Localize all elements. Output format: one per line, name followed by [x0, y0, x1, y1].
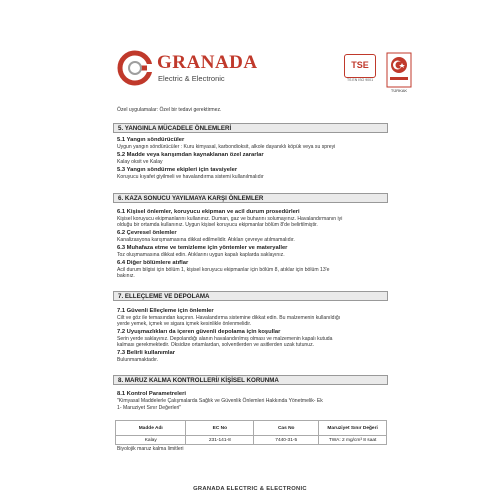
- granada-logo-icon: [117, 50, 153, 86]
- s5-text-1: Uygun yangın söndürücüler : Kuru kimyasal, karbondioksit, alkole dayanıklı köpük veya su spreyi: [117, 144, 336, 150]
- turkak-label: TÜRKAK: [390, 88, 408, 93]
- s6-text-3: Toz oluşmamasına dikkat edin. Atıklarını uygun kapalı kaplarda saklayınız.: [117, 252, 285, 258]
- s7-text-1b: yerde yemek, içmek ve sigara içmek kesinlikle önlenmelidir.: [117, 321, 252, 327]
- logo-subtitle: Electric & Electronic: [158, 74, 225, 83]
- s6-heading-2: 6.2 Çevresel önlemler: [117, 230, 177, 236]
- s6-text-1a: Kişisel koruyucu ekipmanlarını kullanınız. Duman, gaz ve buharını solumayınız. Havalandırmanın iyi: [117, 216, 343, 222]
- s6-text-1b: olduğu bir ortamda kullanınız. Uygun kişisel koruyucu ekipmanlar bölüm 8'de belirtilmiştir.: [117, 222, 318, 228]
- s7-heading-1: 7.1 Güvenli Elleçleme için önlemler: [117, 308, 214, 314]
- section-8-header: [113, 375, 388, 385]
- s6-heading-3: 6.3 Muhafaza etme ve temizleme için yöntemler ve materyaller: [117, 245, 288, 251]
- s5-heading-3: 5.3 Yangın söndürme ekipleri için tavsiyeler: [117, 167, 238, 173]
- s8-text-1a: "Kimyasal Maddelerle Çalışmalarda Sağlık ve Güvenlik Önlemleri Hakkında Yönetmelik- Ek: [117, 398, 323, 404]
- tse-cert-badge: TSE: [344, 54, 376, 78]
- s7-text-3: Bulunmamaktadır.: [117, 357, 159, 363]
- s5-heading-2: 5.2 Madde veya karışımdan kaynaklanan özel zararlar: [117, 152, 264, 158]
- intro-text: Özel uygulamalar: Özel bir tedavi gerektirmez.: [117, 107, 222, 113]
- turkak-logo-icon: [386, 52, 412, 88]
- s6-text-4a: Acil durum bilgisi için bölüm 1, kişisel koruyucu ekipmanlar için bölüm 8, atıklar için bölüm 13'e: [117, 267, 330, 273]
- s7-text-1a: Cilt ve göz ile temasından kaçının. Havalandırma sistemine dikkat edin. Bu malzemenin kullanıldığı: [117, 315, 341, 321]
- table-header-cell: Cas No: [254, 421, 319, 436]
- section-6-title: 6. KAZA SONUCU YAYILMAYA KARŞI ÖNLEMLER: [118, 195, 264, 202]
- tse-cert-subtitle: TS EN ISO 9001: [346, 78, 374, 82]
- section-7-header: [113, 291, 388, 301]
- s7-heading-3: 7.3 Belirli kullanımlar: [117, 350, 175, 356]
- section-5-header: [113, 123, 388, 133]
- s5-text-2: Kalay oksit ve Kalay: [117, 159, 163, 165]
- s7-text-2b: kalması gerekmektedir. Oksidize ortamlardan, solventlerden ve asitlerden uzak tutunuz.: [117, 342, 315, 348]
- s8-text-1b: 1- Maruziyet Sınır Değerleri": [117, 405, 182, 411]
- company-logo: [117, 50, 317, 90]
- section-8-title: 8. MARUZ KALMA KONTROLLERİ/ KİŞİSEL KORUNMA: [118, 377, 279, 384]
- s8-heading-1: 8.1 Kontrol Parametreleri: [117, 391, 186, 397]
- s6-text-2: Kanalizasyona karışmamasına dikkat edilmelidir. Atıkları çevreye atılmamalıdır.: [117, 237, 295, 243]
- section-7-title: 7. ELLEÇLEME VE DEPOLAMA: [118, 293, 210, 300]
- table-cell: Kalay: [116, 436, 186, 445]
- s6-heading-1: 6.1 Kişisel önlemler, koruyucu ekipman ve acil durum prosedürleri: [117, 209, 300, 215]
- s6-text-4b: bakınız.: [117, 273, 135, 279]
- s5-heading-1: 5.1 Yangın söndürücüler: [117, 137, 185, 143]
- page-footer: GRANADA ELECTRIC & ELECTRONIC: [193, 486, 307, 492]
- table-header-cell: Maruziyet Sınır Değeri: [319, 421, 387, 436]
- section-5-title: 5. YANGINLA MÜCADELE ÖNLEMLERİ: [118, 125, 232, 132]
- table-cell: 231-141-8: [186, 436, 254, 445]
- biological-limits-text: Biyolojik maruz kalma limitleri: [117, 446, 184, 452]
- s7-text-2a: Serin yerde saklayınız. Depolandığı alanın havalandırılmış olması ve malzemenin kapalı kutuda: [117, 336, 333, 342]
- exposure-limits-table: [115, 420, 387, 445]
- table-cell: TWA: 2 mg/cm³ 8 saat: [319, 436, 387, 445]
- section-6-header: [113, 193, 388, 203]
- table-row: [116, 436, 387, 445]
- s5-text-3: Koruyucu kıyafet giyilmeli ve havalandırma sistemi kullanılmalıdır: [117, 174, 264, 180]
- table-header-row: [116, 421, 387, 436]
- s7-heading-2: 7.2 Uyuşmazlıkları da içeren güvenli depolama için koşullar: [117, 329, 281, 335]
- s6-heading-4: 6.4 Diğer bölümlere atıflar: [117, 260, 189, 266]
- table-cell: 7440-31-5: [254, 436, 319, 445]
- logo-name: GRANADA: [157, 52, 258, 73]
- table-header-cell: EC No: [186, 421, 254, 436]
- table-header-cell: Madde Adı: [116, 421, 186, 436]
